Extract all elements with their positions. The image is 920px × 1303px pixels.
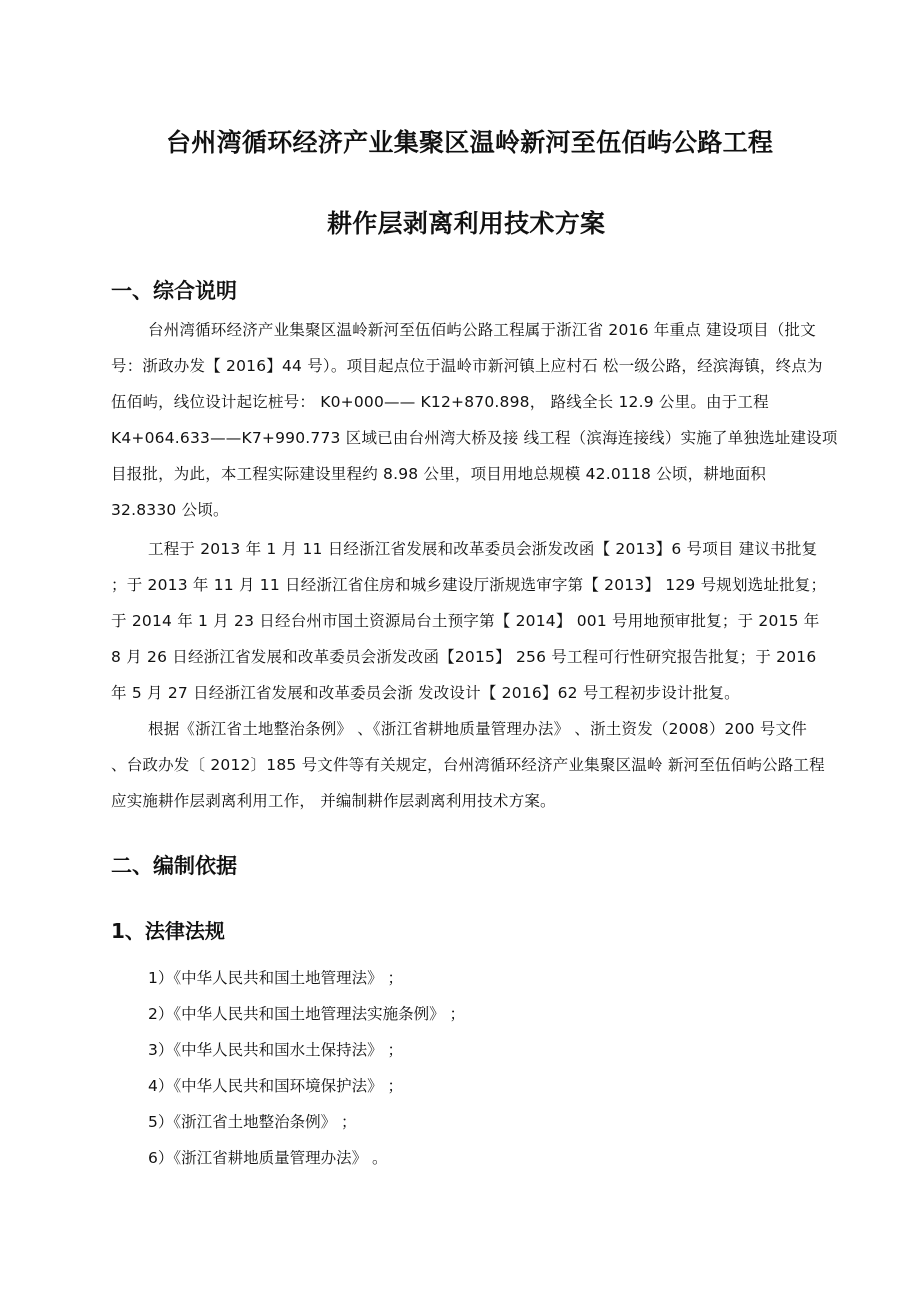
- paragraph-line: 应实施耕作层剥离利用工作， 并编制耕作层剥离利用技术方案。: [111, 792, 556, 810]
- paragraph-line: 8 月 26 日经浙江省发展和改革委员会浙发改函【2015】 256 号工程可行性研究报告批复；于 2016: [111, 648, 817, 666]
- paragraph-line: 目报批，为此，本工程实际建设里程约 8.98 公里，项目用地总规模 42.0118 公顷，耕地面积: [111, 465, 767, 483]
- list-item: 1）《中华人民共和国土地管理法》 ；: [148, 969, 404, 987]
- list-item: 4）《中华人民共和国环境保护法》 ；: [148, 1077, 404, 1095]
- list-item: 5）《浙江省土地整治条例》 ；: [148, 1113, 357, 1131]
- paragraph-line: 32.8330 公顷。: [111, 501, 229, 519]
- document-title-line1: 台州湾循环经济产业集聚区温岭新河至伍佰屿公路工程: [166, 128, 774, 157]
- paragraph-line: 、台政办发〔 2012〕185 号文件等有关规定，台州湾循环经济产业集聚区温岭 新河至伍佰屿公路工程: [111, 756, 825, 774]
- paragraph-line: 根据《浙江省土地整治条例》 、《浙江省耕地质量管理办法》 、浙土资发（2008）200 号文件: [148, 720, 807, 738]
- paragraph-line: 台州湾循环经济产业集聚区温岭新河至伍佰屿公路工程属于浙江省 2016 年重点 建设项目（批文: [148, 321, 816, 339]
- paragraph-line: 伍佰屿，线位设计起讫桩号： K0+000—— K12+870.898， 路线全长 12.9 公里。由于工程: [111, 393, 769, 411]
- paragraph-line: 于 2014 年 1 月 23 日经台州市国土资源局台土预字第【 2014】 001 号用地预审批复；于 2015 年: [111, 612, 820, 630]
- list-item: 3）《中华人民共和国水土保持法》 ；: [148, 1041, 404, 1059]
- section-heading-basis: 二、编制依据: [111, 854, 237, 878]
- document-title-line2: 耕作层剥离利用技术方案: [327, 209, 606, 238]
- paragraph-line: 工程于 2013 年 1 月 11 日经浙江省发展和改革委员会浙发改函【 2013】6 号项目 建议书批复: [148, 540, 818, 558]
- paragraph-line: ；于 2013 年 11 月 11 日经浙江省住房和城乡建设厅浙规选审字第【 2013】 129 号规划选址批复；: [111, 576, 827, 594]
- section-heading-overview: 一、综合说明: [111, 279, 237, 303]
- list-item: 2）《中华人民共和国土地管理法实施条例》 ；: [148, 1005, 466, 1023]
- paragraph-line: 号：浙政办发【 2016】44 号）。项目起点位于温岭市新河镇上应村石 松一级公路，经滨海镇，终点为: [111, 357, 823, 375]
- list-item: 6）《浙江省耕地质量管理办法》 。: [148, 1149, 388, 1167]
- paragraph-line: K4+064.633——K7+990.773 区域已由台州湾大桥及接 线工程（滨海连接线）实施了单独选址建设项: [111, 429, 838, 447]
- paragraph-line: 年 5 月 27 日经浙江省发展和改革委员会浙 发改设计【 2016】62 号工程初步设计批复。: [111, 684, 740, 702]
- subsection-heading-laws: 1、法律法规: [111, 919, 225, 943]
